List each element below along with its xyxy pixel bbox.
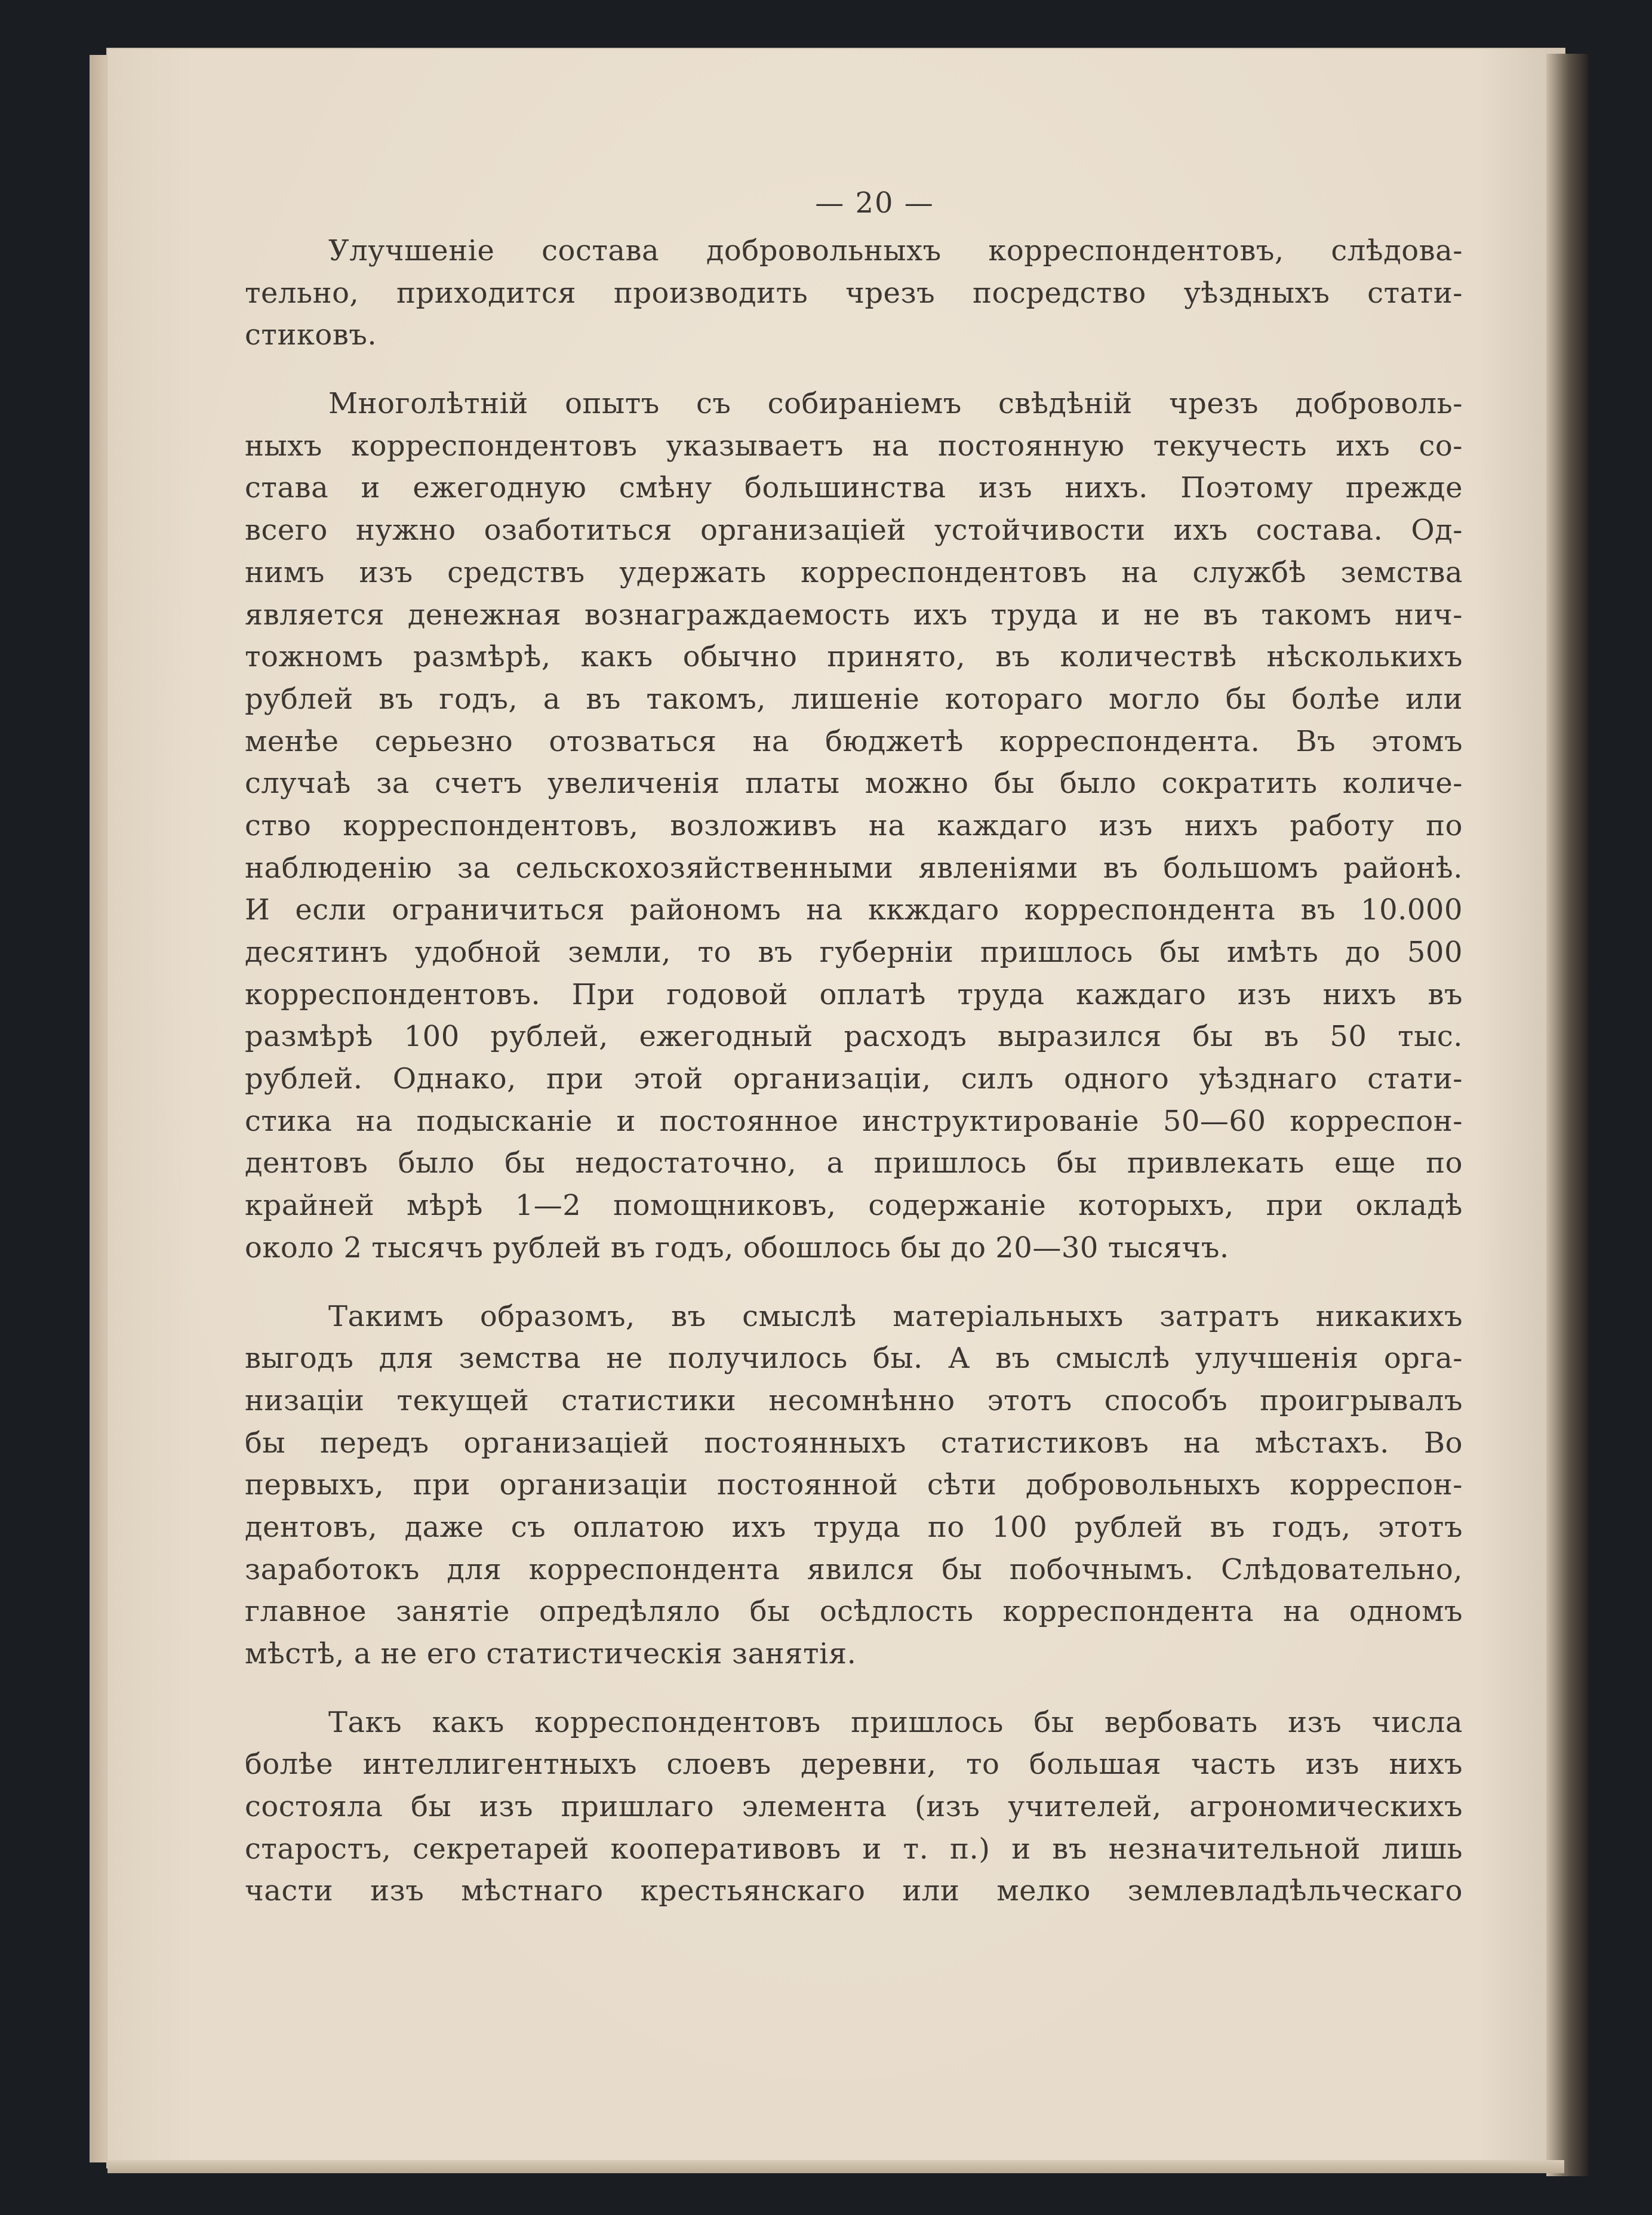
- page-spine-shadow: [1546, 54, 1588, 2176]
- text-line: рублей въ годъ, а въ такомъ, лишеніе котораго могло бы болѣе или: [245, 682, 1463, 716]
- text-line: дентовъ было бы недостаточно, а пришлось бы привлекать еще по: [245, 1146, 1463, 1180]
- text-line: Такимъ образомъ, въ смыслѣ матеріальныхъ затратъ никакихъ: [328, 1299, 1463, 1333]
- page-text: [245, 176, 1463, 1912]
- text-line: стиковъ.: [245, 318, 377, 352]
- text-line: всего нужно озаботиться организаціей устойчивости ихъ состава. Од-: [245, 513, 1463, 547]
- text-line: бы передъ организаціей постоянныхъ статистиковъ на мѣстахъ. Во: [245, 1426, 1463, 1460]
- text-line: мѣстѣ, а не его статистическія занятія.: [245, 1637, 857, 1671]
- text-line: наблюденію за сельскохозяйственными явленіями въ большомъ районѣ.: [245, 851, 1463, 885]
- text-line: части изъ мѣстнаго крестьянскаго или мелко землевладѣльческаго: [245, 1874, 1463, 1908]
- text-line: тожномъ размѣрѣ, какъ обычно принято, въ количествѣ нѣсколькихъ: [245, 640, 1463, 674]
- text-line: старостъ, секретарей кооперативовъ и т. п.) и въ незначительной лишь: [245, 1832, 1463, 1866]
- text-line: состояла бы изъ пришлаго элемента (изъ учителей, агрономическихъ: [245, 1790, 1463, 1824]
- page-bottom-edge: [107, 2160, 1564, 2173]
- text-line: става и ежегодную смѣну большинства изъ нихъ. Поэтому прежде: [245, 471, 1463, 505]
- text-line: ство корреспондентовъ, возложивъ на каждаго изъ нихъ работу по: [245, 808, 1463, 842]
- text-line: крайней мѣрѣ 1—2 помощниковъ, содержаніе которыхъ, при окладѣ: [245, 1189, 1463, 1223]
- paragraph-4: [245, 1702, 1463, 1912]
- text-line: Улучшеніе состава добровольныхъ корреспондентовъ, слѣдова-: [328, 234, 1463, 267]
- text-line: рублей. Однако, при этой организаціи, силъ одного уѣзднаго стати-: [245, 1062, 1463, 1096]
- text-line: выгодъ для земства не получилось бы. А въ смыслѣ улучшенія орга-: [245, 1342, 1463, 1376]
- text-line: нимъ изъ средствъ удержать корреспондентовъ на службѣ земства: [245, 555, 1463, 589]
- text-line: болѣе интеллигентныхъ слоевъ деревни, то большая часть изъ нихъ: [245, 1748, 1463, 1782]
- text-line: стика на подысканіе и постоянное инструктированіе 50—60 корреспон-: [245, 1104, 1463, 1138]
- text-line: около 2 тысячъ рублей въ годъ, обошлось бы до 20—30 тысячъ.: [245, 1230, 1229, 1265]
- paragraph-3: [245, 1296, 1463, 1675]
- text-line: десятинъ удобной земли, то въ губерніи пришлось бы имѣть до 500: [245, 936, 1463, 969]
- text-line: первыхъ, при организаціи постоянной сѣти добровольныхъ корреспон-: [245, 1468, 1463, 1502]
- text-line: Многолѣтній опытъ съ собираніемъ свѣдѣній чрезъ доброволь-: [328, 387, 1463, 421]
- text-line: корреспондентовъ. При годовой оплатѣ труда каждаго изъ нихъ въ: [245, 977, 1463, 1011]
- text-line: Такъ какъ корреспондентовъ пришлось бы вербовать изъ числа: [328, 1705, 1463, 1739]
- text-line: И если ограничиться райономъ на ккждаго корреспондента въ 10.000: [245, 893, 1463, 927]
- text-line: размѣрѣ 100 рублей, ежегодный расходъ выразился бы въ 50 тыс.: [245, 1020, 1463, 1054]
- text-line: менѣе серьезно отозваться на бюджетѣ корреспондента. Въ этомъ: [245, 724, 1463, 758]
- text-line: низаціи текущей статистики несомнѣнно этотъ способъ проигрывалъ: [245, 1383, 1463, 1417]
- text-line: дентовъ, даже съ оплатою ихъ труда по 100 рублей въ годъ, этотъ: [245, 1510, 1463, 1544]
- text-line: случаѣ за счетъ увеличенія платы можно бы было сократить количе-: [245, 767, 1463, 801]
- text-line: тельно, приходится производить чрезъ посредство уѣздныхъ стати-: [245, 276, 1463, 310]
- text-line: главное занятіе опредѣляло бы осѣдлость корреспондента на одномъ: [245, 1595, 1463, 1629]
- paragraph-1: [245, 230, 1463, 356]
- text-line: является денежная вознаграждаемость ихъ труда и не въ такомъ нич-: [245, 598, 1463, 632]
- text-line: заработокъ для корреспондента явился бы побочнымъ. Слѣдовательно,: [245, 1552, 1463, 1586]
- page-number: — 20 —: [815, 186, 934, 220]
- paragraph-2: [245, 383, 1463, 1269]
- text-line: ныхъ корреспондентовъ указываетъ на постоянную текучесть ихъ со-: [245, 429, 1463, 463]
